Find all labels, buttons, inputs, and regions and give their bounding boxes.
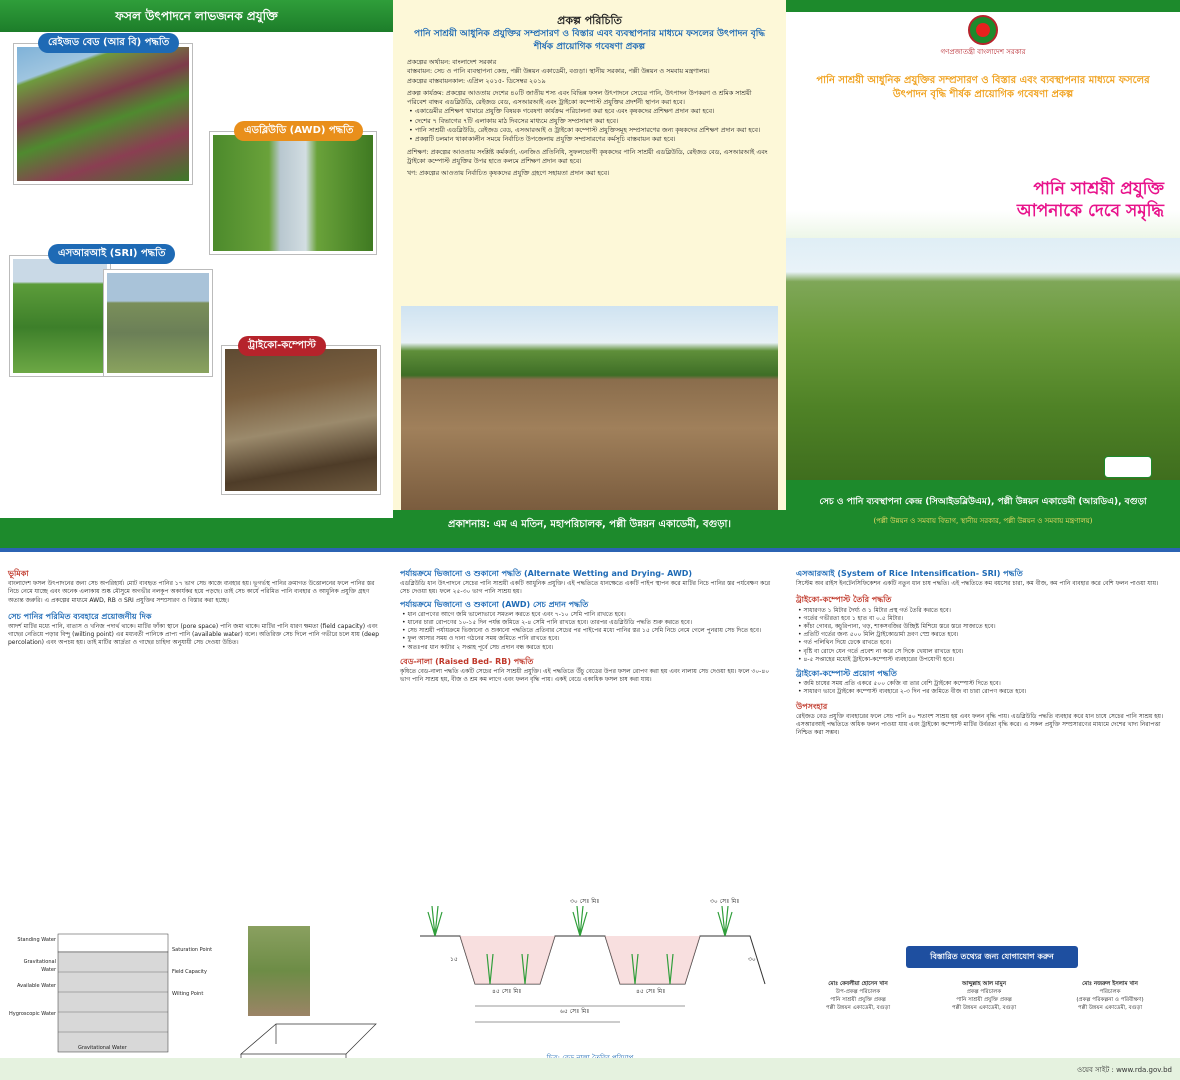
compost-step: • বৃষ্টি বা রোদে যেন গর্তে প্রবেশ না করে সে দিকে খেয়াল রাখতে হবে। [798, 647, 964, 655]
soil-label-gravitational-bottom: Gravitational Water [78, 1045, 127, 1051]
soil-label-wilting: Wilting Point [172, 991, 204, 997]
cutthroat-logo-icon [1104, 456, 1152, 478]
compost-step: • ৪-৫ সপ্তাহের মধ্যেই ট্রাইকো-কম্পোস্ট ব্যবহারের উপযোগী হবে। [798, 655, 955, 663]
awd-paragraph: এডব্লিউডি ধান উৎপাদনে সেচের পানি সাশ্রয়ী একটি আধুনিক প্রযুক্তি। এই পদ্ধতিতে ধানক্ষেতে একটি পাইপ স্থাপন করে মাটির নিচে পানির স্তর পর্যবেক্ষণ করে সেচ দেওয়া হয়। ফলে ২৫-৩০ ভাগ পানি সাশ্রয় হয়। [400, 580, 771, 596]
panel1-heading: ফসল উৎপাদনে লাভজনক প্রযুক্তি [0, 0, 393, 32]
compost-step: • প্রতিটি গর্তের জন্য ৫০০ মিলি ট্রাইকোডার্মা দ্রবণ স্প্রে করতে হবে। [798, 631, 959, 639]
contact-project: পানি সাশ্রয়ী প্রযুক্তি প্রকল্প [956, 997, 1012, 1003]
cover-footer [786, 480, 1180, 540]
intro-bullet: • প্রকল্পটি চলমান থাকাকালীন সময়ে নির্বাচিত উপজেলায় প্রযুক্তি সম্প্রসারণের কর্মসূচি বাস্তবায়ন করা হবে। [409, 135, 676, 144]
contact-button[interactable]: বিস্তারিত তথ্যের জন্য যোগাযোগ করুন [906, 946, 1078, 968]
compost-use-step: • সাধারণ ভাবে ট্রাইকো কম্পোস্ট ব্যবহারে ২-৩ দিন পর জমিতে বীজ বা চারা রোপণ করতে হবে। [798, 688, 1027, 696]
heading-raised-bed: বেড-নালা (Raised Bed- RB) পদ্ধতি [400, 656, 534, 666]
intro-line: প্রকল্পের বাস্তবায়নকাল: এপ্রিল ২০১৫- ডিসেম্বর ২০১৯ [407, 76, 546, 85]
intro-bullet: • একাডেমীর প্রশিক্ষণ খামারে প্রযুক্তি বিষয়ক গবেষণা কার্যক্রম পরিচালনা করা হবে এবং কৃষকদের প্রশিক্ষণ প্রদান করা হবে। [409, 107, 715, 116]
dim-label: ৩০ সেঃ মিঃ [710, 898, 740, 905]
project-intro-subtitle: পানি সাশ্রয়ী আধুনিক প্রযুক্তির সম্প্রসারণ ও বিস্তার এবং ব্যবস্থাপনার মাধ্যমে ফসলের উৎপাদন বৃদ্ধি শীর্ষক প্রায়োগিক গবেষণা প্রকল্প [414, 29, 765, 52]
cover-footer-line1: সেচ ও পানি ব্যবস্থাপনা কেন্দ্র (সিআইডব্লিউএম), পল্লী উন্নয়ন একাডেমী (আরডিএ), বগুড়া [819, 497, 1147, 507]
compost-step: • সাধারণত ১ মিটার দৈর্ঘ্য ও ১ মিটার প্রস্থ গর্ত তৈরি করতে হবে। [798, 606, 951, 614]
tag-sri: এসআরআই (SRI) পদ্ধতি [48, 244, 175, 264]
raised-bed-diagram [420, 896, 770, 1046]
contact-name: আব্দুল্লাহ আল মামুন [961, 981, 1006, 987]
photo-compost [222, 346, 380, 494]
contact-card [796, 980, 920, 1012]
photo-rice-field [786, 238, 1180, 480]
fold-divider [0, 540, 1180, 548]
contact-role: উপ-প্রকল্প পরিচালক [835, 989, 881, 995]
intro-line: খণ: প্রকল্পের আওতায় নির্বাচিত কৃষকদের প্রযুক্তি গ্রহণে সহায়তা প্রদান করা হবে। [407, 169, 610, 178]
photo-awd [210, 132, 376, 254]
awd-step: • ধান রোপণের আগে জমি ভালোভাবে সমতল করতে হবে এবং ৭-১০ সেমি পানি রাখতে হবে। [402, 610, 626, 618]
contact-name: মোঃ নজরুল ইসলাম খান [1082, 981, 1138, 987]
conclusion-paragraph: রেইজড বেড প্রযুক্তি ব্যবহারের ফলে সেচ পানি ৪০ শতাংশ সাশ্রয় হয় এবং ফলন বৃদ্ধি পায়। এডব্লিউডি পদ্ধতি ব্যবহার করে ধান চাষে সেচের পানি সাশ্রয় হয়। এসআরআই পদ্ধতিতে অধিক ফলন পাওয়া যায় এবং ট্রাইকো কম্পোস্ট মাটির উর্বরতা বৃদ্ধি করে। এ সকল প্রযুক্তি সম্প্রসারণের মাধ্যমে দেশের খাদ্য নিরাপত্তা নিশ্চিত করা সম্ভব। [796, 712, 1164, 737]
intro-line: বাস্তবায়ন: সেচ ও পানি ব্যবস্থাপনা কেন্দ্র, পল্লী উন্নয়ন একাডেমী, বগুড়া। স্থানীয় সরকার, পল্লী উন্নয়ন ও সমবায় মন্ত্রণালয়। [407, 67, 710, 76]
contact-org: পল্লী উন্নয়ন একাডেমী, বগুড়া [825, 1005, 891, 1011]
photo-raised-bed [14, 44, 192, 184]
compost-step: • কাঁচা গোবর, কচুরিপানা, খড়, শাকসবজির উচ্ছিষ্ট মিশিয়ে স্তরে স্তরে সাজাতে হবে। [798, 623, 996, 631]
contact-role: পরিচালক [1099, 989, 1121, 995]
dim-label: ৪৫ সেঃ মিঃ [492, 988, 522, 995]
photo-field-workers [401, 306, 778, 510]
bottom-footer-bar [0, 1058, 1180, 1080]
dim-label: ৬৫ সেঃ মিঃ [560, 1008, 590, 1015]
intro-line: প্রকল্পের অর্থায়ন: বাংলাদেশ সরকার [407, 58, 497, 66]
dim-label: ৪৫ সেঃ মিঃ [636, 988, 666, 995]
tag-compost: ট্রাইকো-কম্পোস্ট [238, 336, 326, 356]
awd-step: • অতঃপর ধান কাটার ২ সপ্তাহ পূর্বে সেচ প্রদান বন্ধ করতে হবে। [402, 643, 554, 651]
compost-use-step: • জমি চাষের সময় প্রতি একরে ৫০০ কেজি বা তার বেশি ট্রাইকো কম্পোস্ট দিতে হবে। [798, 680, 1001, 688]
contact-org: পল্লী উন্নয়ন একাডেমী, বগুড়া [951, 1005, 1017, 1011]
raised-bed-paragraph: কৃষিতে বেড-নালা পদ্ধতি একটি সেচের পানি সাশ্রয়ী প্রযুক্তি। এই পদ্ধতিতে উঁচু বেডের উপর ফসল রোপণ করা হয় এবং নালায় সেচ দেওয়া হয়। ফলে ৩০-৪০ ভাগ পানি সাশ্রয় হয়, বীজ ও শ্রম কম লাগে এবং ফলন বৃদ্ধি পায়। একই বেডে একাধিক ফসল চাষ করা যায়। [400, 668, 770, 684]
soil-label-available: Available Water [16, 983, 56, 989]
soil-moisture-diagram [8, 932, 228, 1054]
project-intro-title: প্রকল্প পরিচিতি [557, 14, 622, 27]
awd-step: • ফুল আসার সময় ও দানা গঠনের সময় জমিতে পানি রাখতে হবে। [402, 635, 560, 643]
column-sri-compost [796, 556, 1172, 1011]
soil-label-standing: Standing Water [17, 937, 56, 943]
compost-step: • গর্ত পলিথিন দিয়ে ঢেকে রাখতে হবে। [798, 639, 892, 647]
awd-step: • সেচ সাশ্রয়ী পর্যায়ক্রমে ভিজানো ও শুকানো পদ্ধতিতে প্রতিবার সেচের পর পাইপের মধ্যে পানির স্তর ১৫ সেমি নিচে নেমে গেলে পুনরায় সেচ দিতে হবে। [402, 627, 762, 635]
contact-org: পল্লী উন্নয়ন একাডেমী, বগুড়া [1077, 1005, 1143, 1011]
panel-cover [786, 0, 1180, 540]
tag-awd: এডব্লিউডি (AWD) পদ্ধতি [234, 121, 363, 141]
contact-project: পানি সাশ্রয়ী প্রযুক্তি প্রকল্প [830, 997, 886, 1003]
heading-awd: পর্যায়ক্রমে ভিজানো ও শুকানো পদ্ধতি (Alternate Wetting and Drying- AWD) [400, 569, 693, 578]
intro-line: প্রকল্প কার্যক্রম: প্রকল্পের আওতায় দেশের ৪০টি জাতীয় শস্য এবং বিভিন্ন ফসল উৎপাদনে সেচের পানি, উৎপাদন উপকরণ ও শ্রমিক সাশ্রয়ী পরিবেশ বান্ধব এডব্লিউডি, রেইজড বেড, এসআরআই এবং ট্রাইকো কম্পোস্ট প্রযুক্তির প্রদর্শনী স্থাপন করা হবে। [407, 88, 752, 107]
website-link[interactable]: ওয়েব সাইট : www.rda.gov.bd [1076, 1066, 1172, 1074]
heading-sri: এসআরআই (System of Rice Intensification- SRI) পদ্ধতি [796, 569, 1023, 578]
soil-label-gravitational: Gravitational Water [23, 959, 56, 974]
heading-introduction: ভূমিকা [8, 569, 29, 578]
project-intro-body [407, 58, 772, 179]
heading-compost-use: ট্রাইকো-কম্পোস্ট প্রয়োগ পদ্ধতি [796, 669, 897, 679]
photo-sri-left [10, 256, 110, 376]
panel-technologies [0, 0, 393, 540]
govt-seal-icon [963, 14, 1003, 46]
contact-name: মোঃ কেবলীয়া হোসেন খান [828, 981, 888, 987]
heading-conclusion: উপসংহার [796, 701, 828, 711]
intro-paragraph: বাংলাদেশ ফসল উৎপাদনের জন্য সেচ অপরিহার্য। মোট ব্যবহৃত পানির ১৭ ভাগ সেচ কাজে ব্যবহার হয়। ভূগর্ভস্থ পানির ক্রমাগত উত্তোলনের ফলে পানির স্তর নিচে নেমে যাচ্ছে এবং অনেক এলাকায় শুষ্ক মৌসুমে অগভীর নলকূপ অকার্যকর হয়ে পড়ছে। তাই সেচ কার্যে পরিমিত পানি ব্যবহার ও আধুনিক প্রযুক্তি গ্রহণ অত্যন্ত জরুরি। এ প্রকল্পের মাধ্যমে AWD, RB ও SRI প্রযুক্তির সম্প্রসারণ ও বিস্তার করা হচ্ছে। [8, 580, 375, 604]
compost-step: • গর্তের গভীরতা হবে ১ হাত বা ০.৫ মিটার। [798, 614, 904, 622]
fold-divider-blue [0, 548, 1180, 552]
cover-slogan-line2: আপনাকে দেবে সমৃদ্ধি [1016, 201, 1164, 221]
cover-project-title: পানি সাশ্রয়ী আধুনিক প্রযুক্তির সম্প্রসারণ ও বিস্তার এবং ব্যবস্থাপনার মাধ্যমে ফসলের উৎপাদন বৃদ্ধি শীর্ষক প্রায়োগিক গবেষণা প্রকল্প [816, 75, 1150, 100]
intro-line: প্রশিক্ষণ: প্রকল্পের আওতায় সংশ্লিষ্ট কর্মকর্তা, এনজিও প্রতিনিধি, সুফলভোগী কৃষকদের পানি সাশ্রয়ী এডব্লিউডি, রেইজড বেড, এসআরআই এবং ট্রাইকো কম্পোস্ট প্রযুক্তির উপর হাতে কলমে প্রশিক্ষণ প্রদান করা হবে। [407, 147, 768, 165]
column-awd-rb [400, 556, 780, 1015]
photo-cutthroat-flume [248, 926, 310, 1016]
column-intro [8, 556, 386, 1051]
water-use-paragraph: আদর্শ মাটির মধ্যে পানি, বাতাস ও খনিজ পদার্থ থাকে। মাটির ফাঁকা স্থানে (pore space) পানি জমা থাকে। মাটির পানি ধারণ ক্ষমতা (field capacity) এবং গাছের নেতিয়ে পড়ার বিন্দু (wilting point) এর মধ্যবর্তী পানিকে প্রাপ্য পানি (available water) বলে। অতিরিক্ত সেচ দিলে পানি গভীরে চলে যায় (deep percolation) এবং অপচয় হয়। তাই মাটির আর্দ্রতা ও গাছের চাহিদা অনুযায়ী সেচ দেওয়া উচিত। [8, 623, 380, 647]
cover-slogan-line1: পানি সাশ্রয়ী প্রযুক্তি [1033, 179, 1164, 199]
panel1-footer-bar [0, 518, 393, 540]
contact-card [1048, 980, 1172, 1012]
soil-label-hygroscopic: Hygroscopic Water [9, 1011, 56, 1017]
inside-spread [0, 556, 1180, 1080]
panel-project-intro [393, 0, 786, 540]
contact-project: (প্রকল্প পরিকল্পনা ও পরিবীক্ষণ) [1076, 997, 1144, 1003]
heading-awd-method: পর্যায়ক্রমে ভিজানো ও শুকানো (AWD) সেচ প্রদান পদ্ধতি [400, 599, 589, 609]
govt-name: গণপ্রজাতন্ত্রী বাংলাদেশ সরকার [940, 48, 1026, 56]
dim-label: ১৫ [450, 956, 458, 963]
sri-paragraph: সিস্টেম অব রাইস ইনটেনসিফিকেশন একটি নতুন ধান চাষ পদ্ধতি। এই পদ্ধতিতে কম বয়সের চারা, কম বীজ, কম পানি ব্যবহার করে বেশি ফলন পাওয়া যায়। [796, 580, 1159, 588]
soil-label-field-capacity: Field Capacity [172, 969, 207, 975]
awd-step: • ধানের চারা রোপণের ১০-১৫ দিন পর্যন্ত জমিতে ২-৪ সেমি পানি রাখতে হবে। তারপর এডব্লিউডি পদ্ধতি শুরু করতে হবে। [402, 619, 692, 627]
soil-label-saturation: Saturation Point [172, 947, 213, 953]
cover-top-stripe [786, 0, 1180, 12]
panel2-publisher: প্রকাশনায়: এম এ মতিন, মহাপরিচালক, পল্লী উন্নয়ন একাডেমী, বগুড়া। [393, 510, 786, 540]
contact-card [922, 980, 1046, 1012]
dim-label: ৩০ [748, 956, 756, 963]
heading-compost-method: ট্রাইকো-কম্পোস্ট তৈরি পদ্ধতি [796, 595, 892, 605]
photo-sri-right [104, 270, 212, 376]
heading-water-use: সেচ পানির পরিমিত ব্যবহারে প্রয়োজনীয় দিক [8, 611, 152, 621]
intro-bullet: • দেশের ৭ বিভাগের ৭টি এলাকায় মাঠ দিবসের মাধ্যমে প্রযুক্তি সম্প্রসারণ করা হবে। [409, 116, 619, 125]
cover-footer-line2: (পল্লী উন্নয়ন ও সমবায় বিভাগ, স্থানীয় সরকার, পল্লী উন্নয়ন ও সমবায় মন্ত্রণালয়) [873, 517, 1093, 525]
tag-raised-bed: রেইজড বেড (আর বি) পদ্ধতি [38, 33, 179, 53]
contact-role: প্রকল্প পরিচালক [966, 989, 1002, 995]
dim-label: ৩০ সেঃ মিঃ [570, 898, 600, 905]
intro-bullet: • পানি সাশ্রয়ী এডব্লিউডি, রেইজড বেড, এসআরআই ও ট্রাইকো কম্পোস্ট প্রযুক্তিসমূহ সম্প্রসারণের জন্য কৃষকদের প্রশিক্ষণ প্রদান করা হবে। [409, 126, 761, 135]
